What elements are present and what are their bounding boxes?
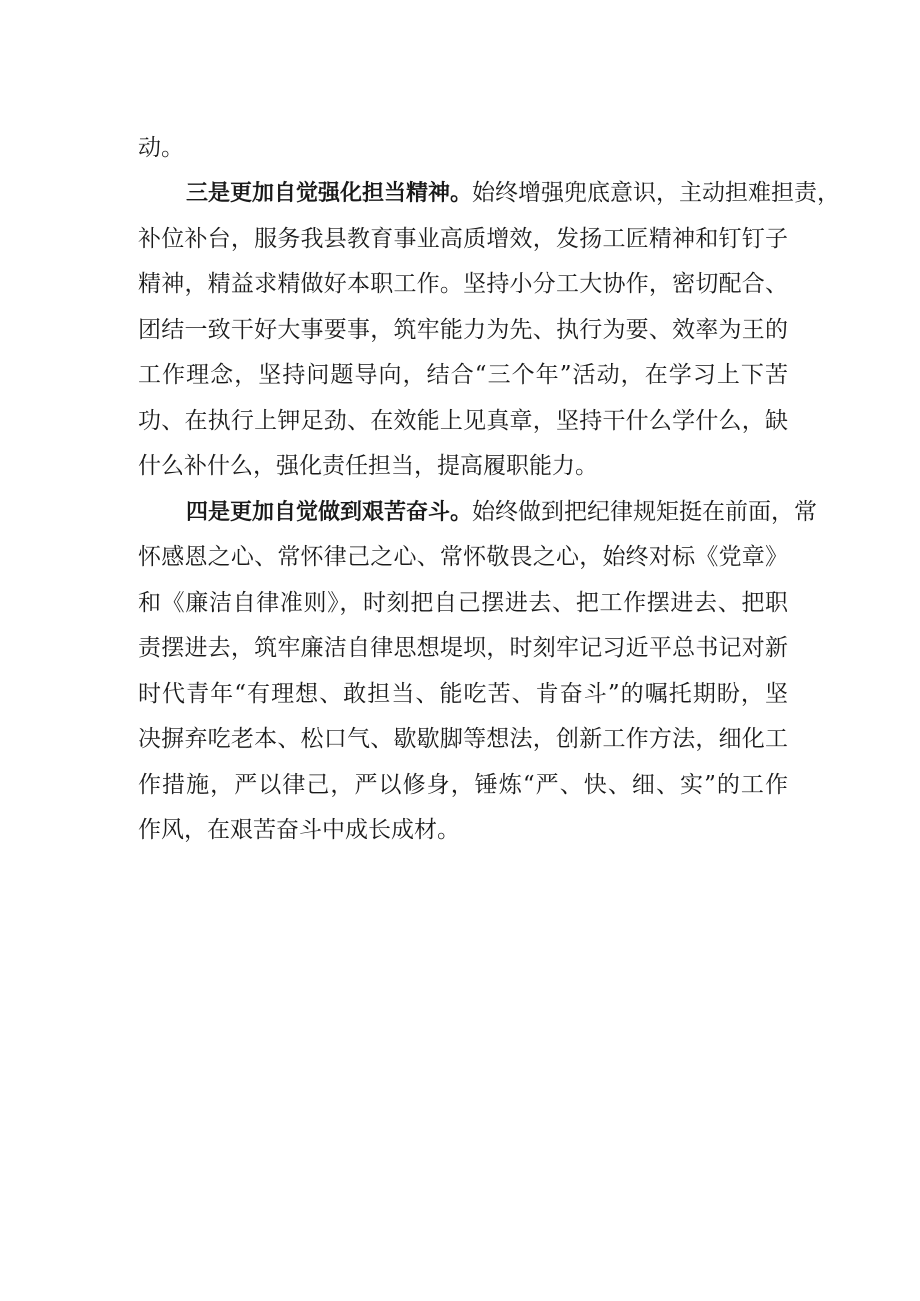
- paragraph-4-line: 作风，在艰苦奋斗中成长成材。: [138, 817, 460, 843]
- paragraph-3-first-line: [186, 176, 841, 210]
- paragraph-3-line: 团结一致干好大事要事，筑牢能力为先、执行为要、效率为王的: [138, 317, 788, 343]
- paragraph-3-line: 补位补台，服务我县教育事业高质增效，发扬工匠精神和钉钉子: [138, 226, 788, 252]
- paragraph-4-line: 决摒弃吃老本、松口气、歇歇脚等想法，创新工作方法，细化工: [138, 726, 788, 752]
- paragraph-4-line: 和《廉洁自律准则》，时刻把自己摆进去、把工作摆进去、把职: [138, 590, 788, 616]
- paragraph-4-first-text: 始终做到把纪律规矩挺在前面，常: [472, 499, 818, 525]
- paragraph-3-heading: 三是更加自觉强化担当精神。: [186, 181, 473, 206]
- paragraph-4-line: 责摆进去，筑牢廉洁自律思想堤坝，时刻牢记习近平总书记对新: [138, 635, 788, 661]
- paragraph-3-line: 功、在执行上钾足劲、在效能上见真章，坚持干什么学什么，缺: [138, 408, 788, 434]
- paragraph-3-line: 工作理念，坚持问题导向，结合“三个年”活动，在学习上下苦: [138, 362, 788, 388]
- paragraph-4-first-line: [186, 495, 818, 529]
- paragraph-3-line: 什么补什么，强化责任担当，提高履职能力。: [138, 453, 598, 479]
- paragraph-3-first-text: 始终增强兜底意识，主动担难担责，: [472, 180, 841, 206]
- paragraph-3-line: 精神，精益求精做好本职工作。坚持小分工大协作，密切配合、: [138, 271, 788, 297]
- paragraph-4-line: 作措施，严以律己，严以修身，锤炼“严、快、细、实”的工作: [138, 772, 788, 798]
- paragraph-4-heading: 四是更加自觉做到艰苦奋斗。: [186, 500, 473, 525]
- paragraph-4-line: 时代青年“有理想、敢担当、能吃苦、肯奋斗”的嘱托期盼，坚: [138, 681, 788, 707]
- paragraph-carryover-line: 动。: [138, 135, 184, 161]
- paragraph-4-line: 怀感恩之心、常怀律己之心、常怀敬畏之心，始终对标《党章》: [138, 544, 788, 570]
